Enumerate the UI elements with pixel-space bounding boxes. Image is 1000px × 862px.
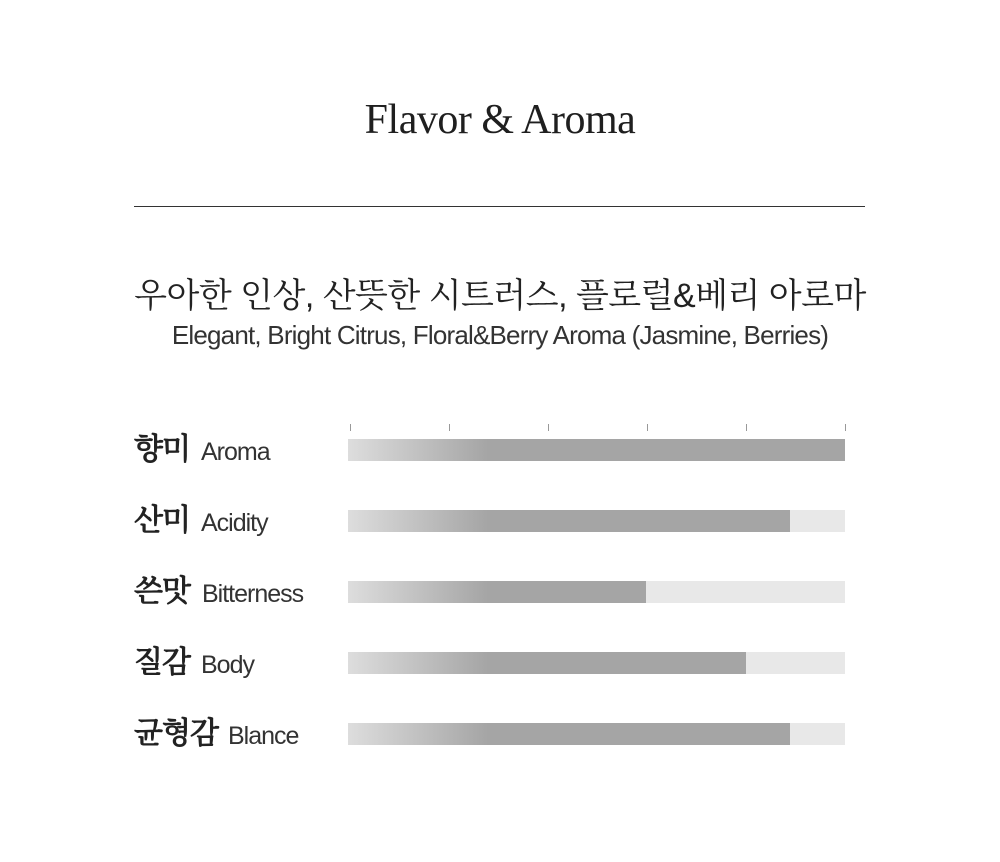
bar-fill xyxy=(348,652,746,674)
bar-track xyxy=(348,581,845,603)
page-title: Flavor & Aroma xyxy=(364,97,636,143)
bar-fill xyxy=(348,581,646,603)
description-korean: 우아한 인상, 산뜻한 시트러스, 플로럴&베리 아로마 xyxy=(134,277,866,315)
flavor-row xyxy=(0,572,1000,612)
row-label-english: Acidity xyxy=(201,509,268,537)
row-label-korean: 산미 xyxy=(134,504,190,537)
row-label-english: Body xyxy=(201,651,254,679)
row-label-korean: 질감 xyxy=(134,646,190,679)
row-label-english: Aroma xyxy=(201,438,270,466)
bar-track xyxy=(348,510,845,532)
row-label-english: Blance xyxy=(228,722,299,750)
row-label-korean: 균형감 xyxy=(134,717,218,750)
row-label-korean: 쓴맛 xyxy=(134,575,190,608)
flavor-row xyxy=(0,501,1000,541)
flavor-row xyxy=(0,643,1000,683)
flavor-row xyxy=(0,714,1000,754)
description-english: Elegant, Bright Citrus, Floral&Berry Aroma (Jasmine, Berries) xyxy=(171,320,829,350)
flavor-row xyxy=(0,430,1000,470)
bar-track xyxy=(348,652,845,674)
bar-fill xyxy=(348,723,790,745)
row-label-korean: 향미 xyxy=(134,433,190,466)
bar-fill xyxy=(348,439,845,461)
bar-fill xyxy=(348,510,790,532)
bar-track xyxy=(348,439,845,461)
row-label-english: Bitterness xyxy=(202,580,304,608)
bar-track xyxy=(348,723,845,745)
